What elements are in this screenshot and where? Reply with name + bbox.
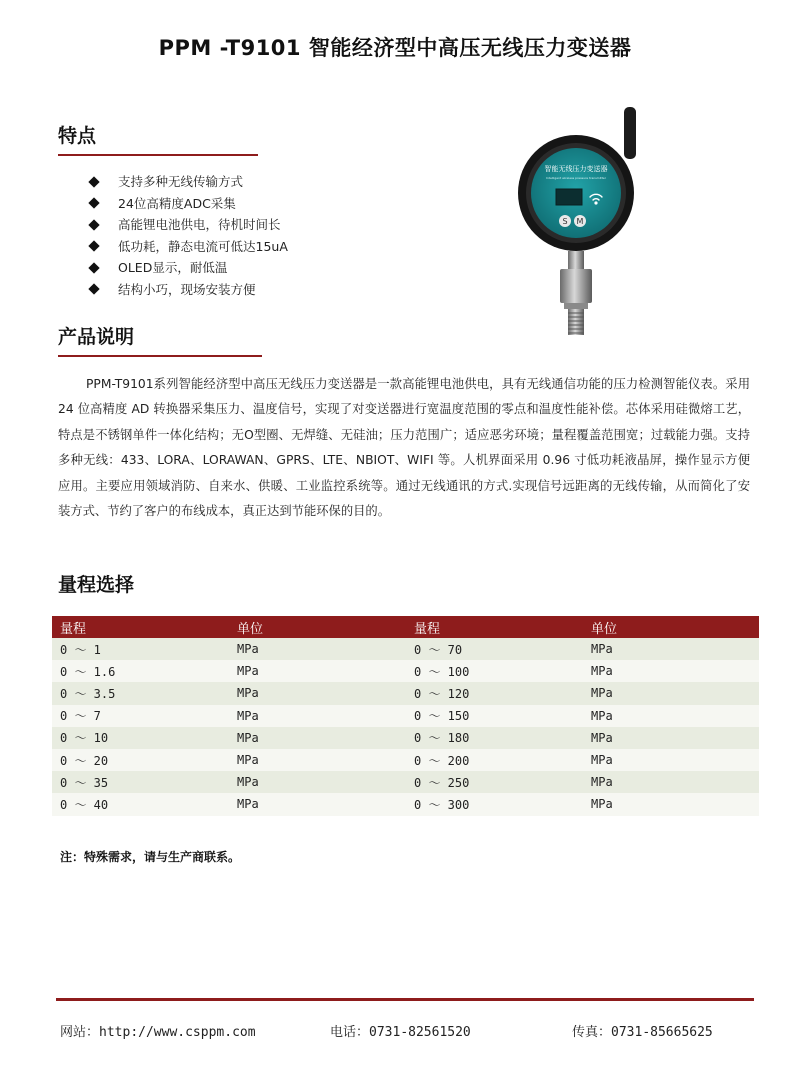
range-section bbox=[58, 570, 258, 597]
table-header-row bbox=[52, 616, 759, 638]
table-row: 0 ～ 7 MPa 0 ～ 150 MPa bbox=[52, 705, 759, 727]
diamond-bullet-icon bbox=[88, 284, 99, 295]
device-label: 智能无线压力变送器 bbox=[544, 165, 608, 173]
table-row: 0 ～ 1 MPa 0 ～ 70 MPa bbox=[52, 638, 759, 660]
footer-website: 网站：http://www.csppm.com bbox=[60, 1025, 256, 1040]
footer-divider bbox=[56, 998, 754, 1001]
stem bbox=[568, 251, 584, 269]
diamond-bullet-icon bbox=[88, 219, 99, 230]
features-section bbox=[58, 121, 258, 156]
diamond-bullet-icon bbox=[88, 262, 99, 273]
page-title: PPM -T9101 智能经济型中高压无线压力变送器 bbox=[158, 36, 632, 60]
product-image bbox=[510, 105, 650, 345]
footer-fax: 传真：0731-85665625 bbox=[572, 1025, 713, 1040]
diamond-bullet-icon bbox=[88, 198, 99, 209]
list-item: 结构小巧，现场安装方便 bbox=[88, 279, 288, 301]
hex-nut bbox=[560, 269, 592, 303]
features-underline bbox=[58, 154, 258, 156]
column-header: 单位 bbox=[229, 616, 406, 638]
website-link[interactable]: http://www.csppm.com bbox=[99, 1025, 256, 1040]
range-heading: 量程选择 bbox=[58, 574, 135, 596]
svg-text:S: S bbox=[562, 217, 568, 226]
list-item: 高能锂电池供电，待机时间长 bbox=[88, 214, 288, 236]
description-heading: 产品说明 bbox=[58, 326, 135, 348]
table-row: 0 ～ 1.6 MPa 0 ～ 100 MPa bbox=[52, 660, 759, 682]
column-header: 量程 bbox=[52, 616, 229, 638]
svg-text:M: M bbox=[576, 217, 584, 226]
list-item: 24位高精度ADC采集 bbox=[88, 193, 288, 215]
description-text: PPM-T9101系列智能经济型中高压无线压力变送器是一款高能锂电池供电，具有无线通信功能的压力检测智能仪表。采用 24 位高精度 AD 转换器采集压力、温度信号，实现了对变送器进行宽温度范围的零点和温度性能补偿。芯体采用硅微熔工艺，特点是不锈钢单件一体化结构；无O型圈、无焊缝、无硅油；压力范围广；适应恶劣环境；量程覆盖范围宽；过载能力强。支持多种无线：433、LORA、LORAWAN、GPRS、LTE、NBIOT、WIFI 等。人机界面采用 0.96 寸低功耗液晶屏，操作显示方便应用。主要应用领域消防、自来水、供暖、工业监控系统等。通过无线通讯的方式.实现信号远距离的无线传输，从而简化了安装方式、节约了客户的布线成本，真正达到节能环保的目的。 bbox=[58, 377, 750, 519]
antenna bbox=[624, 107, 636, 159]
column-header: 量程 bbox=[406, 616, 583, 638]
footer-phone: 电话：0731-82561520 bbox=[330, 1025, 471, 1040]
device-label-en: Intelligent wireless pressure transmitter bbox=[546, 176, 606, 180]
note-text: 注：特殊需求，请与生产商联系。 bbox=[60, 850, 241, 864]
table-row: 0 ～ 20 MPa 0 ～ 200 MPa bbox=[52, 749, 759, 771]
list-item: 低功耗，静态电流可低达15uA bbox=[88, 236, 288, 258]
column-header: 单位 bbox=[583, 616, 759, 638]
description-section bbox=[58, 322, 262, 357]
diamond-bullet-icon bbox=[88, 176, 99, 187]
range-table bbox=[52, 616, 759, 816]
table-row: 0 ～ 40 MPa 0 ～ 300 MPa bbox=[52, 793, 759, 815]
oled-screen bbox=[556, 189, 582, 205]
table-row: 0 ～ 10 MPa 0 ～ 180 MPa bbox=[52, 727, 759, 749]
list-item: 支持多种无线传输方式 bbox=[88, 171, 288, 193]
table-row: 0 ～ 35 MPa 0 ～ 250 MPa bbox=[52, 771, 759, 793]
features-heading: 特点 bbox=[58, 125, 97, 147]
table-row: 0 ～ 3.5 MPa 0 ～ 120 MPa bbox=[52, 682, 759, 704]
description-underline bbox=[58, 355, 262, 357]
features-list bbox=[88, 171, 288, 300]
diamond-bullet-icon bbox=[88, 241, 99, 252]
list-item: OLED显示，耐低温 bbox=[88, 257, 288, 279]
